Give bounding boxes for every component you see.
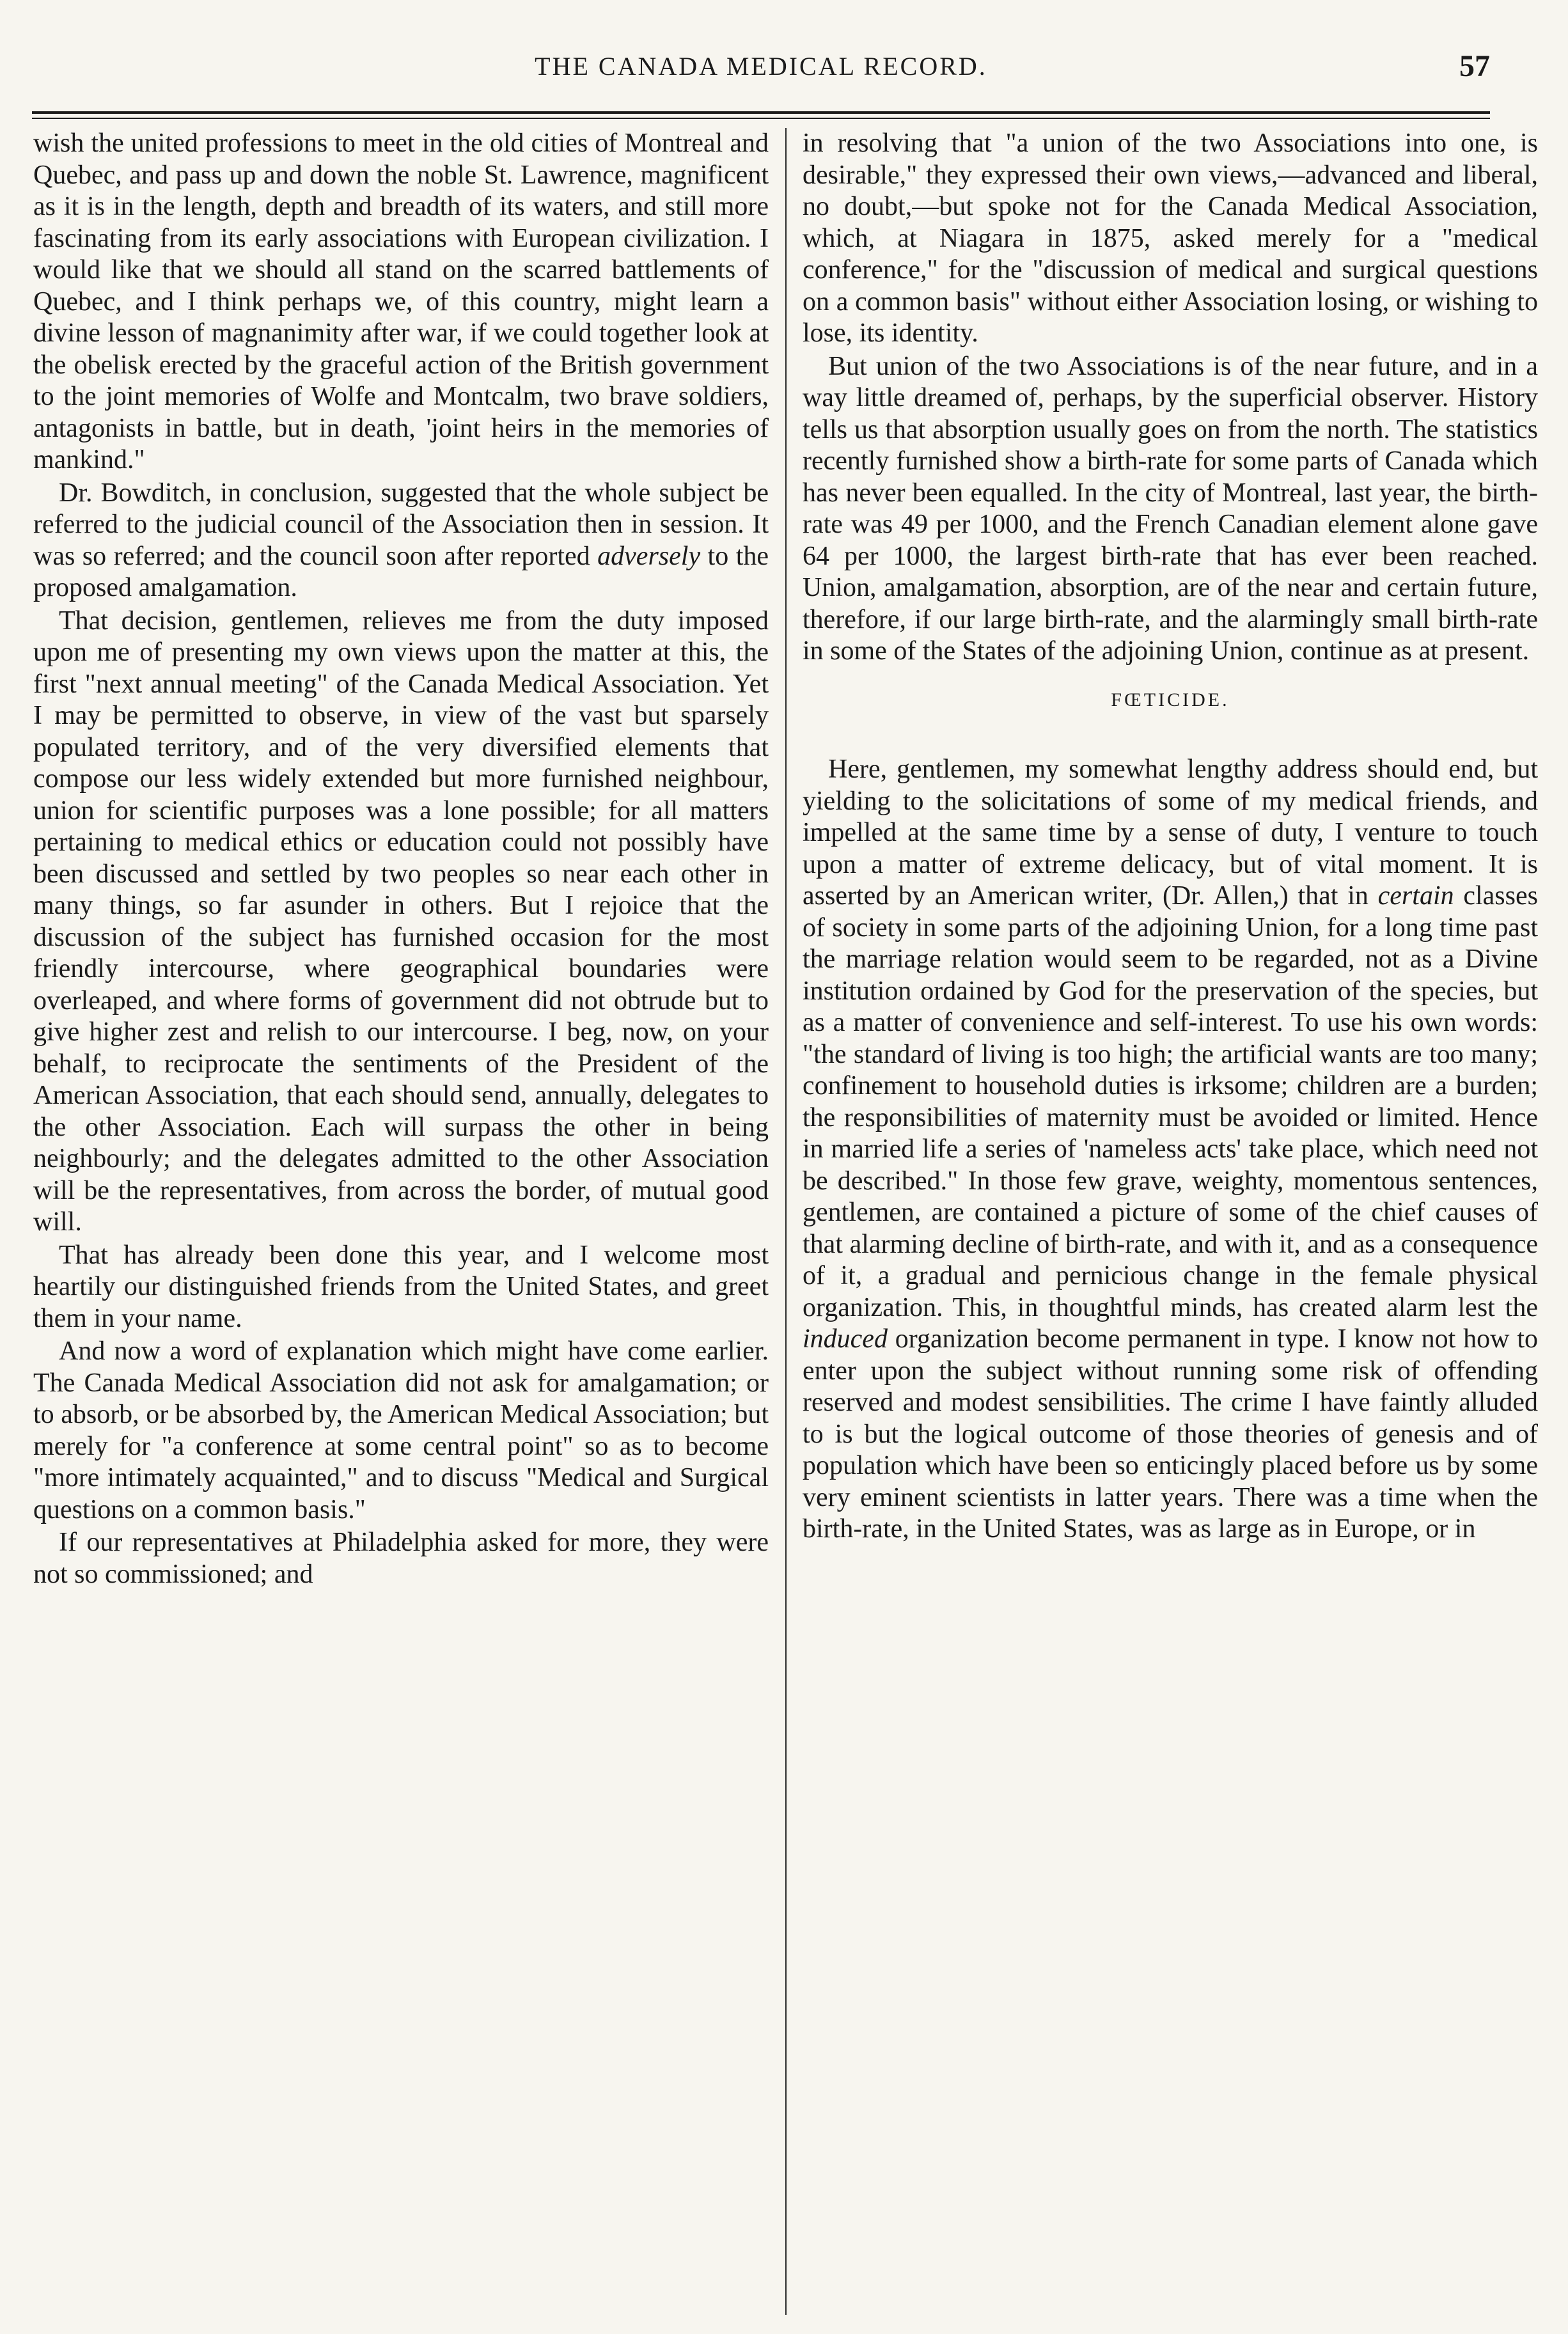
text-run: organization become permanent in type. I know not how to enter upon the subject without running some risk of offending reserved and modest sensibilities. The crime I have faintly alluded to is but the logical outcome of those theories of genesis and of population which have been so enticingly placed before us by some very eminent scientists in latter years. There was a time when the birth-rate, in the United States, was as large as in Europe, or in [803,1324,1538,1544]
paragraph: If our representatives at Philadelphia asked for more, they were not so commissioned; and [33,1528,769,1589]
paragraph: And now a word of explanation which might have come earlier. The Canada Medical Association did not ask for amalgamation; or to absorb, or be absorbed by, the American Medical Association; but merely for "a conference at some central point" so as to become "more intimately acquainted," and to discuss "Medical and Surgical questions on a common basis." [33,1336,769,1524]
emphasis-text: induced [803,1324,888,1354]
paragraph [33,478,769,604]
left-column [33,128,769,2315]
paragraph [803,754,1538,1546]
text-run: Dr. Bowditch, in conclusion, suggested that the whole subject be referred to the judicial council of the Association then in session. It was so referred; and the council soon after reported [33,478,769,571]
text-run: to the proposed amalgamation. [33,541,769,602]
running-head: THE CANADA MEDICAL RECORD. [535,52,987,81]
section-heading: FŒTICIDE. [1111,689,1230,710]
paragraph: That decision, gentlemen, relieves me from the duty imposed upon me of presenting my own views upon the matter at this, the first "next annual meeting" of the Canada Medical Association. Yet I may be permitted to observe, in view of the vast but sparsely populated territory, and of the very diversified elements that compose our less widely extended but more furnished neighbour, union for scientific purposes was a lone possible; for all matters pertaining to medical ethics or education could not possibly have been discussed and settled by two peoples so near each other in many things, so far asunder in others. But I rejoice that the discussion of the subject has furnished occasion for the most friendly intercourse, where geographical boundaries were overleaped, and where forms of government did not obtrude but to give higher zest and relish to our intercourse. I beg, now, on your behalf, to reciprocate the sentiments of the President of the American Association, that each should send, annually, delegates to the other Association. Each will surpass the other in being neighbourly; and the delegates admitted to the other Association will be the representatives, from across the border, of mutual good will. [33,606,769,1237]
paragraph: That has already been done this year, and I welcome most heartily our distinguished friends from the United States, and greet them in your name. [33,1240,769,1333]
text-run: Here, gentlemen, my somewhat lengthy address should end, but yielding to the solicitations of some of my medical friends, and impelled at the same time by a sense of duty, I venture to touch upon a matter of extreme delicacy, but of vital moment. It is asserted by an American writer, (Dr. Allen,) that in [803,755,1538,911]
text-run: classes of society in some parts of the adjoining Union, for a long time past the marriage relation would seem to be regarded, not as a Divine institution ordained by God for the preservation of the species, but as a matter of convenience and self-interest. To use his own words: "the standard of living is too high; the artificial wants are too many; confinement to household duties is irksome; children are a burden; the responsibilities of maternity must be avoided or limited. Hence in married life a series of 'nameless acts' take place, which need not be described." In those few grave, weighty, momentous sentences, gentlemen, are contained a picture of some of the chief causes of that alarming decline of birth-rate, and with it, and as a consequence of it, a gradual and pernicious change in the female physical organization. This, in thoughtful minds, has created alarm lest the [803,881,1538,1322]
emphasis-text: certain [1377,881,1454,911]
header-rule-thin [32,118,1490,119]
emphasis-text: adversely [597,541,701,571]
paragraph: wish the united professions to meet in the old cities of Montreal and Quebec, and pass up and down the noble St. Lawrence, magnificent as it is in the length, depth and breadth of its waters, and still more fascinating from its early associations with European civilization. I would like that we should all stand on the scarred battlements of Quebec, and I think perhaps we, of this country, might learn a divine lesson of magnanimity after war, if we could together look at the obelisk erected by the graceful action of the British government to the joint memories of Wolfe and Montcalm, two brave soldiers, antagonists in battle, but in death, 'joint heirs in the memories of mankind." [33,129,769,474]
paragraph: in resolving that "a union of the two Associations into one, is desirable," they expressed their own views,—advanced and liberal, no doubt,—but spoke not for the Canada Medical Association, which, at Niagara in 1875, asked merely for a "medical conference," for the "discussion of medical and surgical questions on a common basis" without either Association losing, or wishing to lose, its identity. [803,129,1538,348]
right-column [803,128,1538,2315]
page-number: 57 [1459,49,1490,83]
page-header [32,51,1490,90]
column-divider [785,128,787,2315]
header-rule-thick [32,111,1490,114]
paragraph: But union of the two Associations is of the near future, and in a way little dreamed of, perhaps, by the superficial observer. History tells us that absorption usually goes on from the north. The statistics recently furnished show a birth-rate for some parts of Canada which has never been equalled. In the city of Montreal, last year, the birth-rate was 49 per 1000, and the French Canadian element alone gave 64 per 1000, the largest birth-rate that has ever been reached. Union, amalgamation, absorption, are of the near and certain future, therefore, if our large birth-rate, and the alarmingly small birth-rate in some of the States of the adjoining Union, continue as at present. [803,351,1538,666]
